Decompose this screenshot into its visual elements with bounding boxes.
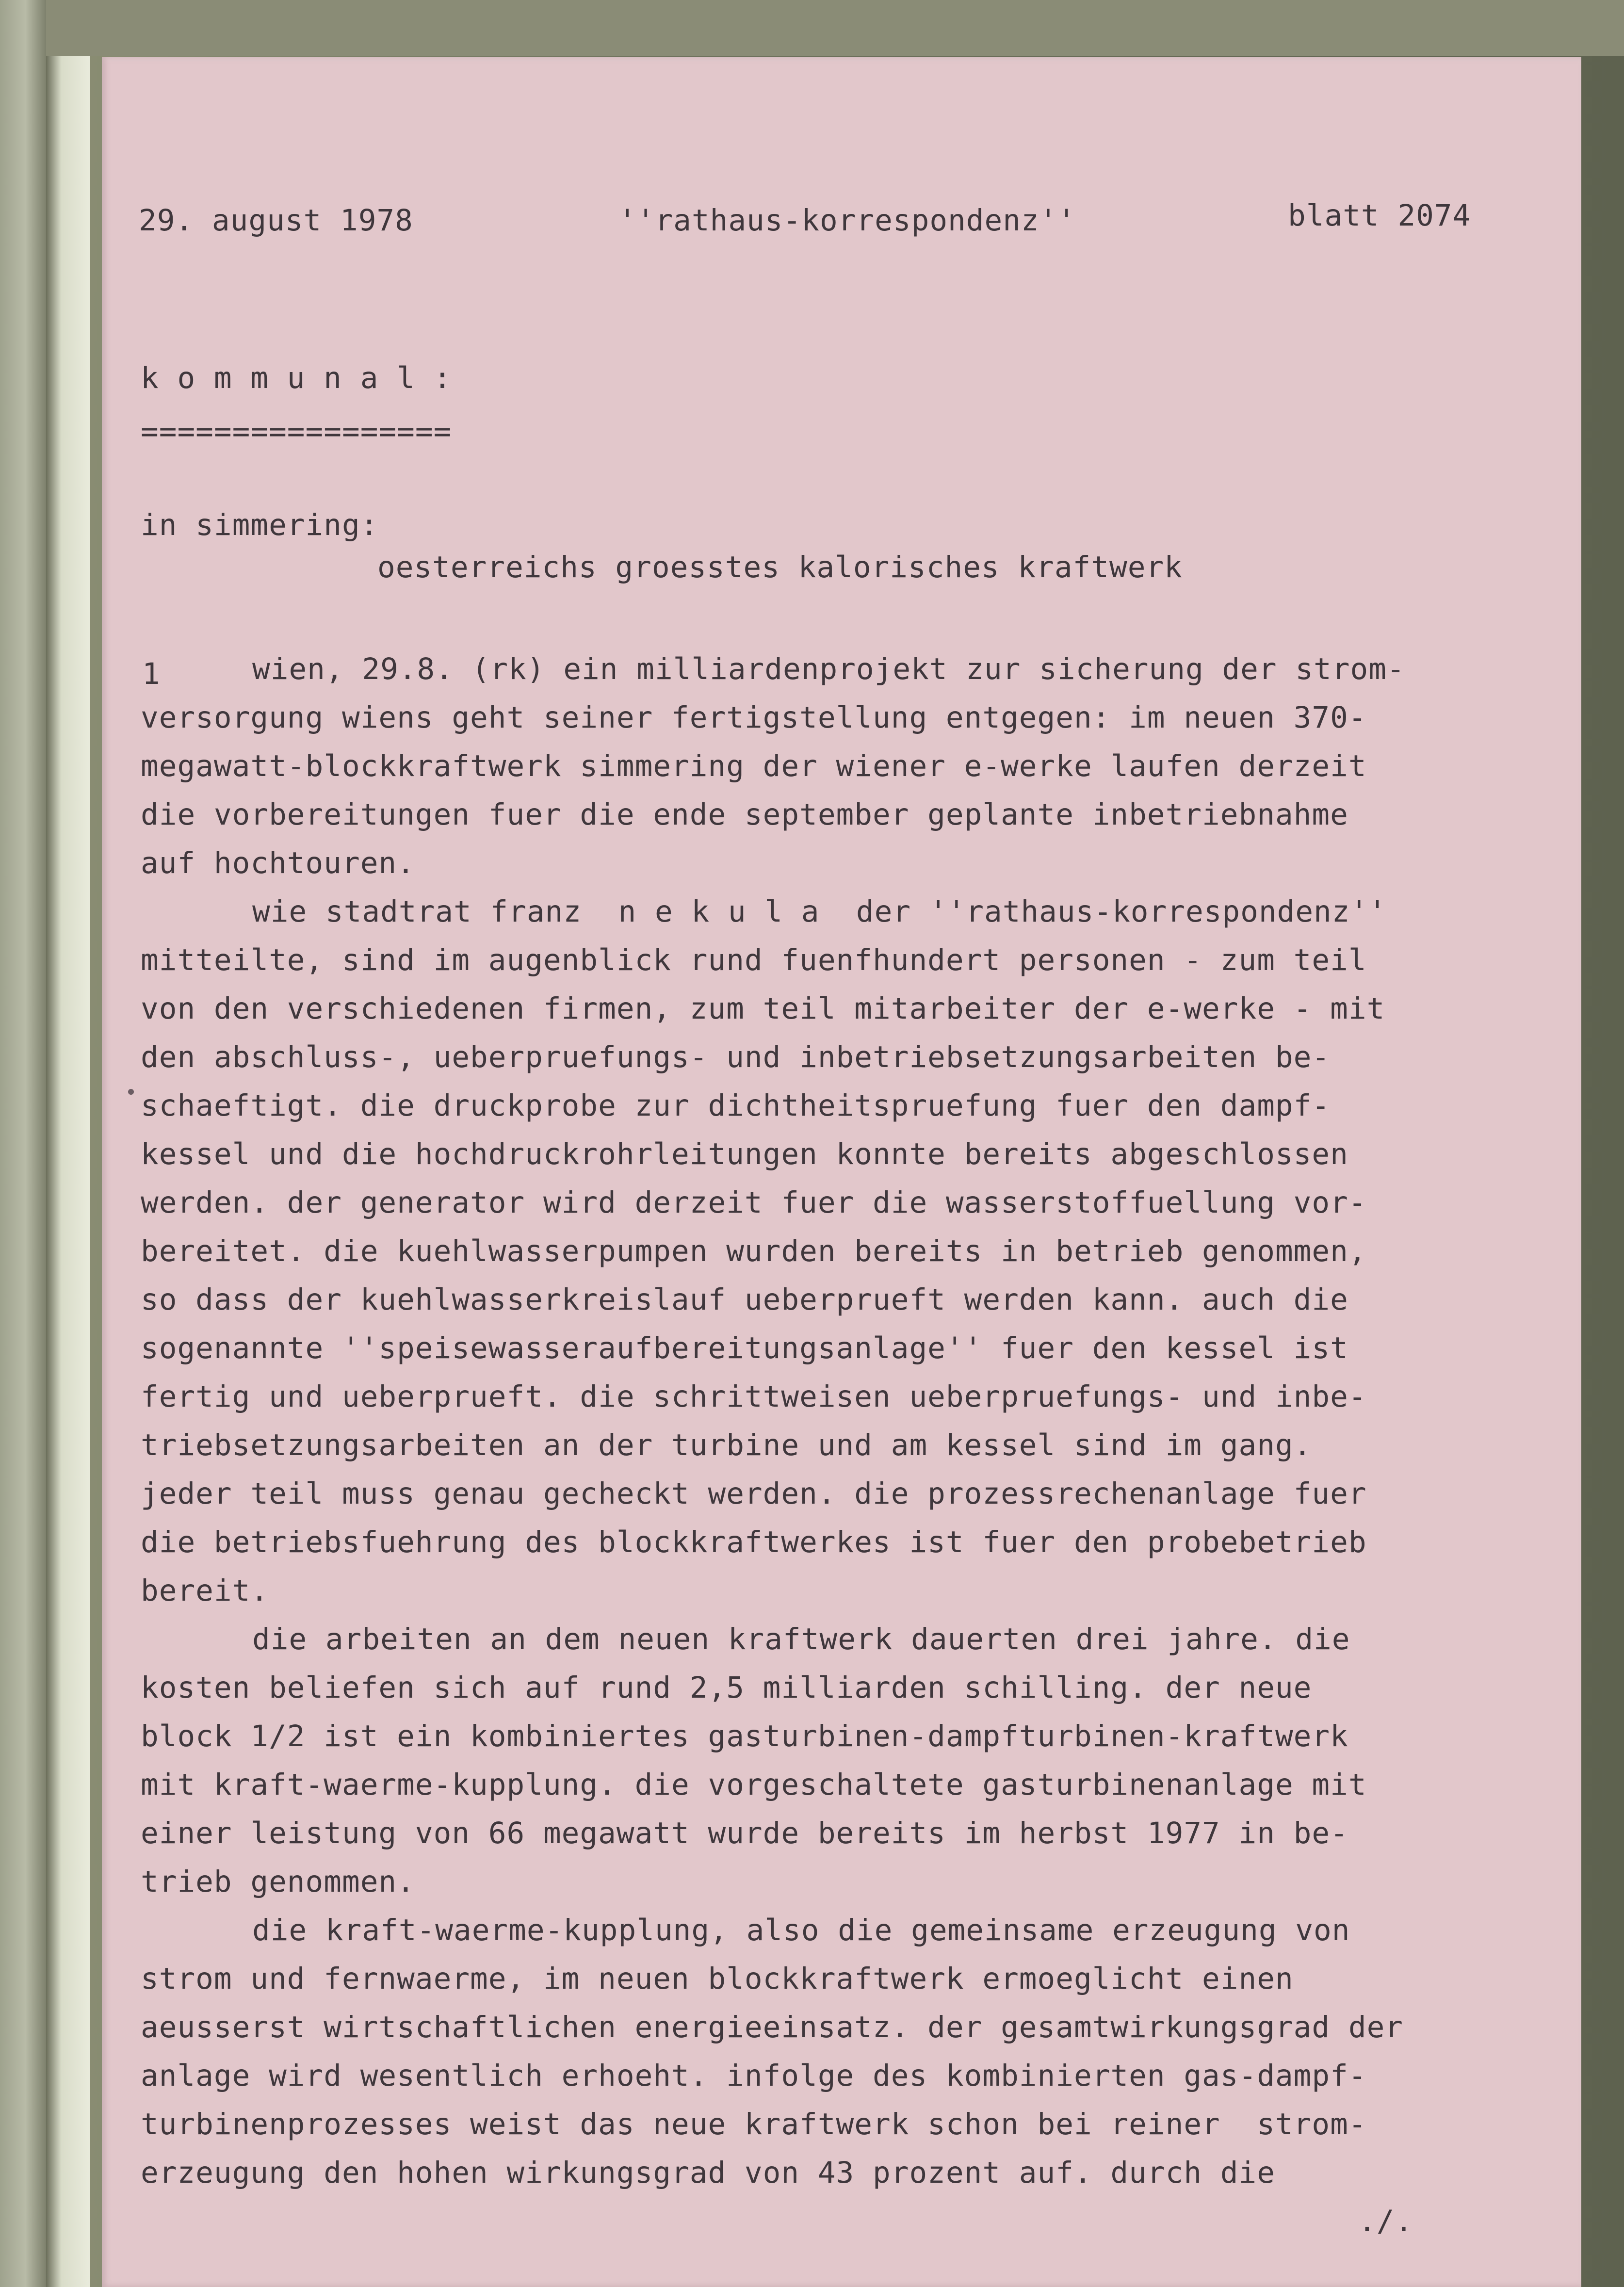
article-line: bereitet. die kuehlwasserpumpen wurden bereits in betrieb genommen, [141,1234,1367,1268]
article-line: sogenannte ''speisewasseraufbereitungsanlage'' fuer den kessel ist [141,1331,1348,1365]
article-line: mitteilte, sind im augenblick rund fuenfhundert personen - zum teil [141,943,1367,977]
header-publication: ''rathaus-korrespondenz'' [618,203,1076,238]
article-line: so dass der kuehlwasserkreislauf ueberprueft werden kann. auch die [141,1282,1348,1317]
punch-mark [128,1089,134,1095]
article-line: strom und fernwaerme, im neuen blockkraftwerk ermoeglicht einen [141,1962,1294,1996]
header-date: 29. august 1978 [139,203,413,238]
article-line: den abschluss-, ueberpruefungs- und inbetriebsetzungsarbeiten be- [141,1040,1331,1074]
binding-edge [0,0,46,2287]
article-line: die arbeiten an dem neuen kraftwerk dauerten drei jahre. die [252,1622,1350,1656]
adjacent-page-edge [46,0,90,2287]
article-line: block 1/2 ist ein kombiniertes gasturbinen-dampfturbinen-kraftwerk [141,1719,1348,1753]
article-line: aeusserst wirtschaftlichen energieeinsatz. der gesamtwirkungsgrad der [141,2010,1404,2044]
article-number: 1 [142,657,161,691]
continuation-mark: ./. [1358,2204,1413,2238]
article-line: anlage wird wesentlich erhoeht. infolge des kombinierten gas-dampf- [141,2059,1367,2093]
article-line: triebsetzungsarbeiten an der turbine und am kessel sind im gang. [141,1428,1312,1462]
article-line: megawatt-blockkraftwerk simmering der wiener e-werke laufen derzeit [141,749,1367,783]
section-label: k o m m u n a l : [141,361,452,395]
article-line: werden. der generator wird derzeit fuer die wasserstoffuellung vor- [141,1185,1367,1220]
article-line: fertig und ueberprueft. die schrittweisen ueberpruefungs- und inbe- [141,1379,1367,1414]
article-line: auf hochtouren. [141,846,415,880]
article-line: versorgung wiens geht seiner fertigstellung entgegen: im neuen 370- [141,700,1367,735]
article-line: kessel und die hochdruckrohrleitungen konnte bereits abgeschlossen [141,1137,1348,1171]
article-line: mit kraft-waerme-kupplung. die vorgeschaltete gasturbinenanlage mit [141,1768,1367,1802]
article-line: kosten beliefen sich auf rund 2,5 milliarden schilling. der neue [141,1671,1312,1705]
section-underline: ================= [141,414,452,449]
article-line: von den verschiedenen firmen, zum teil mitarbeiter der e-werke - mit [141,991,1385,1026]
article-line: die kraft-waerme-kupplung, also die gemeinsame erzeugung von [252,1913,1350,1947]
article-line: wien, 29.8. (rk) ein milliardenprojekt zur sicherung der strom- [252,652,1405,686]
article-line: schaeftigt. die druckprobe zur dichtheitspruefung fuer den dampf- [141,1088,1331,1123]
article-location: in simmering: [141,508,379,542]
article-line: die betriebsfuehrung des blockkraftwerkes ist fuer den probebetrieb [141,1525,1367,1559]
article-line: wie stadtrat franz n e k u l a der ''rathaus-korrespondenz'' [252,894,1387,929]
header-sheet-number: blatt 2074 [1288,198,1471,233]
top-binding-strip [46,0,1624,56]
article-line: die vorbereitungen fuer die ende september geplante inbetriebnahme [141,797,1348,832]
article-headline: oesterreichs groesstes kalorisches kraftwerk [377,550,1183,584]
article-line: erzeugung den hohen wirkungsgrad von 43 prozent auf. durch die [141,2156,1275,2190]
article-line: einer leistung von 66 megawatt wurde bereits im herbst 1977 in be- [141,1816,1348,1850]
article-line: turbinenprozesses weist das neue kraftwerk schon bei reiner strom- [141,2107,1367,2141]
article-line: bereit. [141,1573,269,1608]
article-line: trieb genommen. [141,1865,415,1899]
article-line: jeder teil muss genau gecheckt werden. die prozessrechenanlage fuer [141,1476,1367,1511]
